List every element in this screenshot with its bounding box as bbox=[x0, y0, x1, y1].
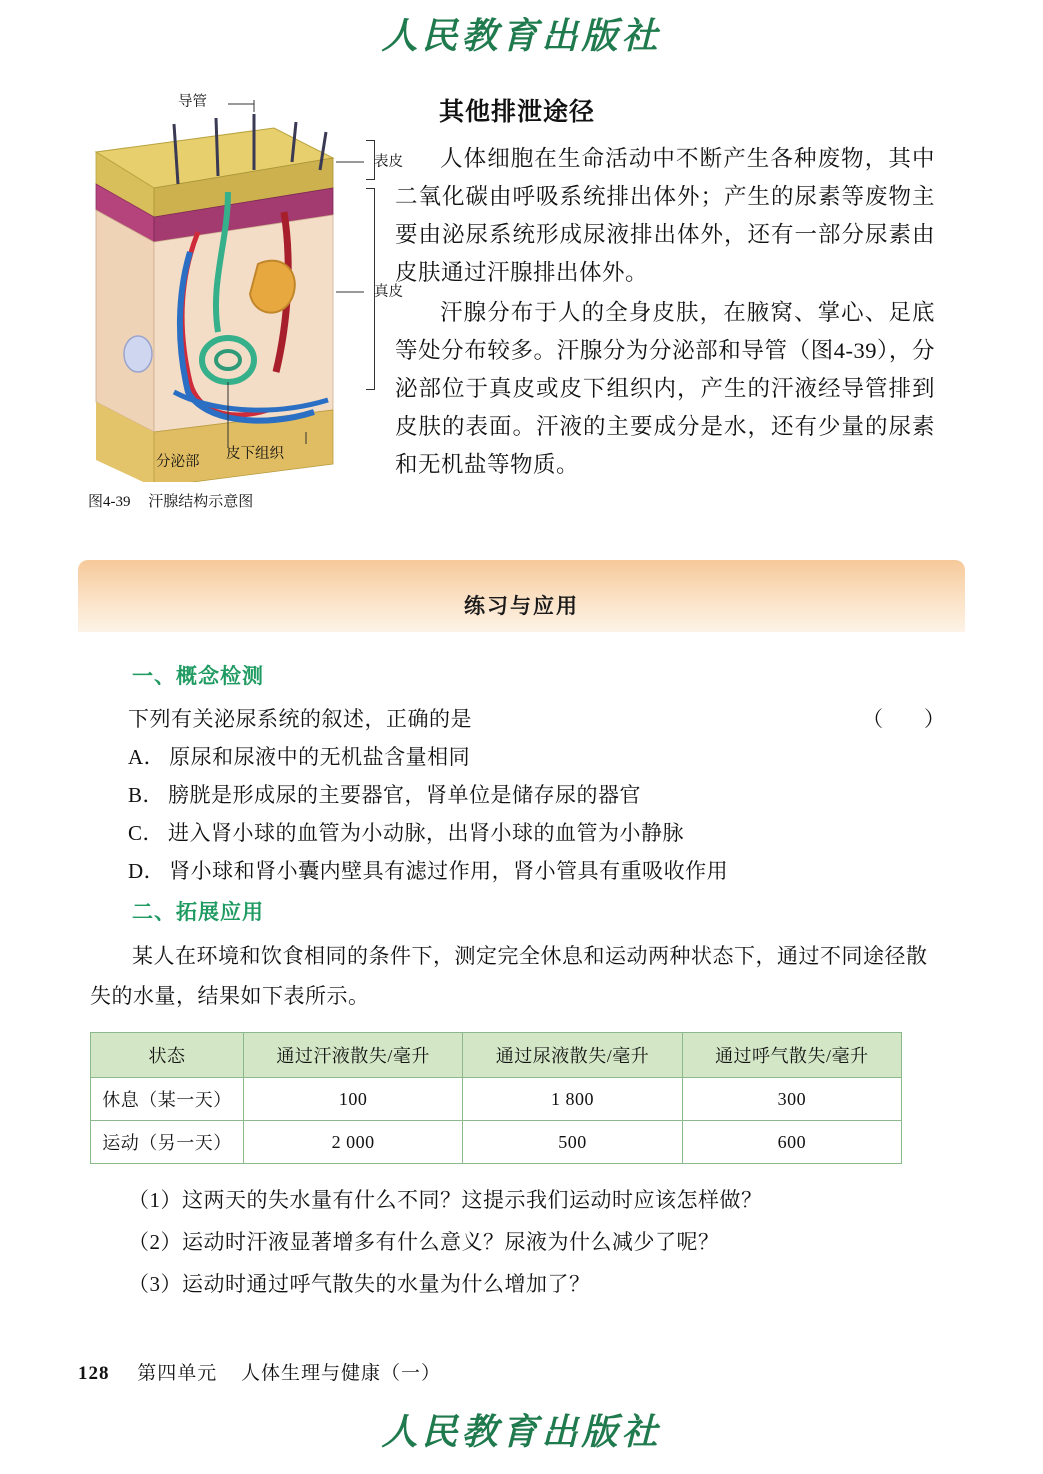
question-stem bbox=[110, 700, 965, 738]
page-footer bbox=[78, 1358, 441, 1385]
figure-sweat-gland bbox=[78, 92, 403, 510]
table-cell-rest-urine: 1 800 bbox=[463, 1078, 682, 1121]
choice-d-label: D． bbox=[128, 859, 166, 883]
table-cell-rest-state: 休息（某一天） bbox=[91, 1078, 244, 1121]
table-header-row bbox=[91, 1033, 902, 1078]
choice-c[interactable] bbox=[110, 814, 965, 852]
choice-a[interactable] bbox=[110, 738, 965, 776]
table-cell-exercise-urine: 500 bbox=[463, 1121, 682, 1164]
choice-a-text: 原尿和尿液中的无机盐含量相同 bbox=[169, 745, 471, 769]
figure-caption-text: 汗腺结构示意图 bbox=[148, 494, 254, 510]
skin-diagram-icon bbox=[78, 92, 378, 482]
article-heading: 其他排泄途径 bbox=[439, 98, 596, 126]
section-heading-extended-application: 二、拓展应用 bbox=[132, 901, 264, 924]
section-heading-concept-check: 一、概念检测 bbox=[132, 665, 264, 688]
choice-c-label: C． bbox=[128, 821, 165, 845]
figure-caption-number: 图4-39 bbox=[88, 494, 131, 510]
exercise-band-title: 练习与应用 bbox=[464, 595, 579, 618]
article-paragraph-2: 汗腺分布于人的全身皮肤，在腋窝、掌心、足底等处分布较多。汗腺分为分泌部和导管（图4-39），分泌部位于真皮或皮下组织内，产生的汗液经导管排到皮肤的表面。汗液的主要成分是水，还有少量的尿素和无机盐等物质。 bbox=[395, 300, 935, 477]
sub-question-3: （3）运动时通过呼气散失的水量为什么增加了？ bbox=[128, 1272, 591, 1296]
choice-b-text: 膀胱是形成尿的主要器官，肾单位是储存尿的器官 bbox=[168, 783, 642, 807]
publisher-logo-bottom: 人民教育出版社 bbox=[381, 1412, 662, 1452]
table-cell-exercise-state: 运动（另一天） bbox=[91, 1121, 244, 1164]
choice-d[interactable] bbox=[110, 852, 965, 890]
figure-label-dermis: 真皮 bbox=[374, 284, 403, 300]
table-cell-exercise-sweat: 2 000 bbox=[244, 1121, 463, 1164]
extended-intro: 某人在环境和饮食相同的条件下，测定完全休息和运动两种状态下，通过不同途径散失的水量，结果如下表所示。 bbox=[90, 944, 928, 1008]
footer-title: 人体生理与健康（一） bbox=[241, 1363, 442, 1384]
choice-b-label: B． bbox=[128, 783, 165, 807]
table-header-breath: 通过呼气散失/毫升 bbox=[682, 1033, 901, 1078]
table-row bbox=[91, 1121, 902, 1164]
water-loss-table-wrapper bbox=[90, 1032, 902, 1164]
table-header-sweat: 通过汗液散失/毫升 bbox=[244, 1033, 463, 1078]
answer-brackets: （ ） bbox=[862, 707, 955, 731]
choice-d-text: 肾小球和肾小囊内壁具有滤过作用，肾小管具有重吸收作用 bbox=[169, 859, 729, 883]
figure-canvas bbox=[78, 92, 403, 482]
choice-a-label: A． bbox=[128, 745, 166, 769]
figure-label-secretory: 分泌部 bbox=[156, 454, 200, 470]
footer-unit: 第四单元 bbox=[137, 1363, 218, 1384]
figure-label-duct: 导管 bbox=[178, 94, 207, 110]
table-header-state: 状态 bbox=[91, 1033, 244, 1078]
figure-label-epidermis: 表皮 bbox=[374, 154, 403, 170]
table-header-urine: 通过尿液散失/毫升 bbox=[463, 1033, 682, 1078]
sub-question-1: （1）这两天的失水量有什么不同？这提示我们运动时应该怎样做？ bbox=[128, 1188, 763, 1212]
choice-b[interactable] bbox=[110, 776, 965, 814]
publisher-logo-top: 人民教育出版社 bbox=[381, 16, 662, 56]
exercise-band bbox=[78, 560, 965, 632]
water-loss-table bbox=[90, 1032, 902, 1164]
table-row bbox=[91, 1078, 902, 1121]
table-cell-exercise-breath: 600 bbox=[682, 1121, 901, 1164]
exercise-body bbox=[90, 660, 965, 1304]
question-stem-text: 下列有关泌尿系统的叙述，正确的是 bbox=[128, 707, 472, 731]
figure-caption bbox=[88, 490, 253, 511]
table-cell-rest-breath: 300 bbox=[682, 1078, 901, 1121]
page-number: 128 bbox=[78, 1363, 110, 1384]
article-body bbox=[395, 92, 935, 486]
table-cell-rest-sweat: 100 bbox=[244, 1078, 463, 1121]
figure-label-subcutaneous: 皮下组织 bbox=[226, 446, 284, 462]
article-paragraph-1: 人体细胞在生命活动中不断产生各种废物，其中二氧化碳由呼吸系统排出体外；产生的尿素等废物主要由泌尿系统形成尿液排出体外，还有一部分尿素由皮肤通过汗腺排出体外。 bbox=[395, 146, 935, 285]
choice-c-text: 进入肾小球的血管为小动脉，出肾小球的血管为小静脉 bbox=[168, 821, 685, 845]
sub-question-2: （2）运动时汗液显著增多有什么意义？尿液为什么减少了呢？ bbox=[128, 1230, 720, 1254]
